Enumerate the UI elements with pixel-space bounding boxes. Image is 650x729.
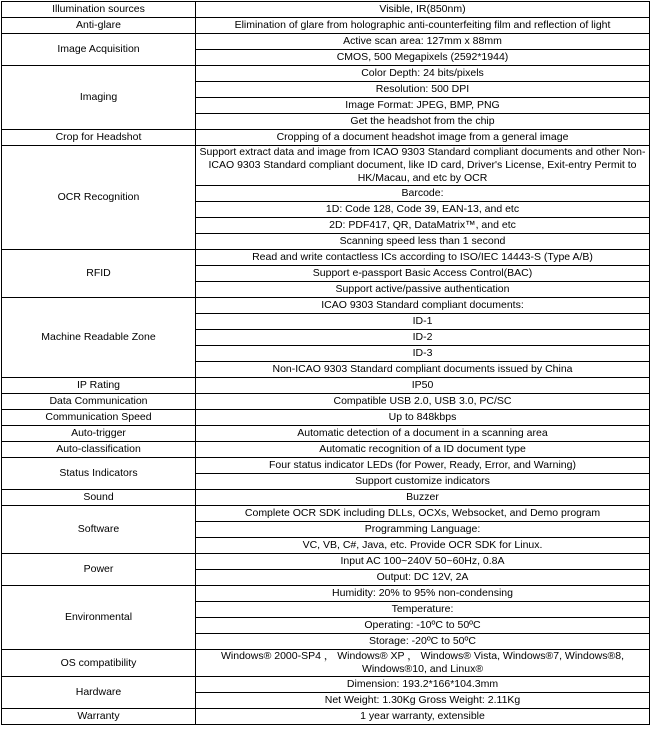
spec-value-cell: 2D: PDF417, QR, DataMatrix™, and etc <box>196 218 650 234</box>
table-row <box>2 2 650 18</box>
spec-value-cell: Complete OCR SDK including DLLs, OCXs, Websocket, and Demo program <box>196 506 650 522</box>
spec-label-cell: Machine Readable Zone <box>2 298 196 378</box>
spec-value-cell: Operating: -10ºC to 50ºC <box>196 618 650 634</box>
spec-value-cell: Output: DC 12V, 2A <box>196 570 650 586</box>
spec-label-cell: Data Communication <box>2 394 196 410</box>
spec-value-cell: Scanning speed less than 1 second <box>196 234 650 250</box>
spec-value-cell: Automatic recognition of a ID document type <box>196 442 650 458</box>
spec-label-cell: Software <box>2 506 196 554</box>
spec-value-cell: Dimension: 193.2*166*104.3mm <box>196 677 650 693</box>
spec-value-cell: Non-ICAO 9303 Standard compliant documents issued by China <box>196 362 650 378</box>
table-row <box>2 709 650 725</box>
spec-value-cell: CMOS, 500 Megapixels (2592*1944) <box>196 50 650 66</box>
spec-label-cell: Communication Speed <box>2 410 196 426</box>
spec-value-cell: Net Weight: 1.30Kg Gross Weight: 2.11Kg <box>196 693 650 709</box>
table-row <box>2 442 650 458</box>
spec-value-cell: Visible, IR(850nm) <box>196 2 650 18</box>
spec-value-cell: Cropping of a document headshot image from a general image <box>196 130 650 146</box>
table-row <box>2 410 650 426</box>
spec-label-cell: IP Rating <box>2 378 196 394</box>
spec-value-cell: Barcode: <box>196 186 650 202</box>
spec-value-cell: Automatic detection of a document in a scanning area <box>196 426 650 442</box>
spec-value-cell: 1D: Code 128, Code 39, EAN-13, and etc <box>196 202 650 218</box>
spec-value-cell: Storage: -20ºC to 50ºC <box>196 634 650 650</box>
table-row <box>2 66 650 82</box>
spec-label-cell: Power <box>2 554 196 586</box>
spec-value-cell: Support e-passport Basic Access Control(BAC) <box>196 266 650 282</box>
table-row <box>2 146 650 186</box>
table-row <box>2 298 650 314</box>
spec-value-cell: IP50 <box>196 378 650 394</box>
table-row <box>2 378 650 394</box>
table-row <box>2 554 650 570</box>
spec-label-cell: RFID <box>2 250 196 298</box>
spec-value-cell: ID-2 <box>196 330 650 346</box>
spec-value-cell: VC, VB, C#, Java, etc. Provide OCR SDK for Linux. <box>196 538 650 554</box>
spec-value-cell: 1 year warranty, extensible <box>196 709 650 725</box>
spec-value-cell: ICAO 9303 Standard compliant documents: <box>196 298 650 314</box>
spec-value-cell: Color Depth: 24 bits/pixels <box>196 66 650 82</box>
spec-label-cell: Auto-classification <box>2 442 196 458</box>
spec-label-cell: Hardware <box>2 677 196 709</box>
spec-table-body <box>2 2 650 725</box>
spec-table <box>1 1 650 725</box>
table-row <box>2 34 650 50</box>
spec-value-cell: ID-1 <box>196 314 650 330</box>
spec-label-cell: Warranty <box>2 709 196 725</box>
spec-value-cell: ID-3 <box>196 346 650 362</box>
spec-value-cell: Support active/passive authentication <box>196 282 650 298</box>
spec-value-cell: Four status indicator LEDs (for Power, Ready, Error, and Warning) <box>196 458 650 474</box>
table-row <box>2 426 650 442</box>
table-row <box>2 130 650 146</box>
table-row <box>2 677 650 693</box>
table-row <box>2 458 650 474</box>
spec-label-cell: Crop for Headshot <box>2 130 196 146</box>
spec-value-cell: Resolution: 500 DPI <box>196 82 650 98</box>
table-row <box>2 650 650 677</box>
spec-value-cell: Elimination of glare from holographic anti-counterfeiting film and reflection of light <box>196 18 650 34</box>
spec-label-cell: Imaging <box>2 66 196 130</box>
spec-label-cell: Illumination sources <box>2 2 196 18</box>
table-row <box>2 586 650 602</box>
spec-label-cell: Auto-trigger <box>2 426 196 442</box>
table-row <box>2 250 650 266</box>
table-row <box>2 394 650 410</box>
spec-value-cell: Up to 848kbps <box>196 410 650 426</box>
spec-value-cell: Support extract data and image from ICAO 9303 Standard compliant documents and other Non-ICAO 9303 Standard compliant document, like ID card, Driver's License, Exit-entry Permit to HK/Macau, and etc by OCR <box>196 146 650 186</box>
spec-value-cell: Support customize indicators <box>196 474 650 490</box>
spec-label-cell: OCR Recognition <box>2 146 196 250</box>
spec-label-cell: Sound <box>2 490 196 506</box>
spec-value-cell: Input AC 100~240V 50~60Hz, 0.8A <box>196 554 650 570</box>
spec-value-cell: Buzzer <box>196 490 650 506</box>
spec-label-cell: Anti-glare <box>2 18 196 34</box>
table-row <box>2 506 650 522</box>
table-row <box>2 490 650 506</box>
spec-label-cell: Status Indicators <box>2 458 196 490</box>
spec-value-cell: Active scan area: 127mm x 88mm <box>196 34 650 50</box>
spec-label-cell: Image Acquisition <box>2 34 196 66</box>
table-row <box>2 18 650 34</box>
spec-value-cell: Temperature: <box>196 602 650 618</box>
spec-label-cell: OS compatibility <box>2 650 196 677</box>
spec-value-cell: Windows® 2000-SP4 ， Windows® XP ， Windows® Vista, Windows®7, Windows®8, Windows®10, and Linux® <box>196 650 650 677</box>
spec-value-cell: Read and write contactless ICs according to ISO/IEC 14443-S (Type A/B) <box>196 250 650 266</box>
spec-value-cell: Image Format: JPEG, BMP, PNG <box>196 98 650 114</box>
spec-label-cell: Environmental <box>2 586 196 650</box>
spec-value-cell: Get the headshot from the chip <box>196 114 650 130</box>
spec-value-cell: Compatible USB 2.0, USB 3.0, PC/SC <box>196 394 650 410</box>
spec-value-cell: Humidity: 20% to 95% non-condensing <box>196 586 650 602</box>
spec-value-cell: Programming Language: <box>196 522 650 538</box>
